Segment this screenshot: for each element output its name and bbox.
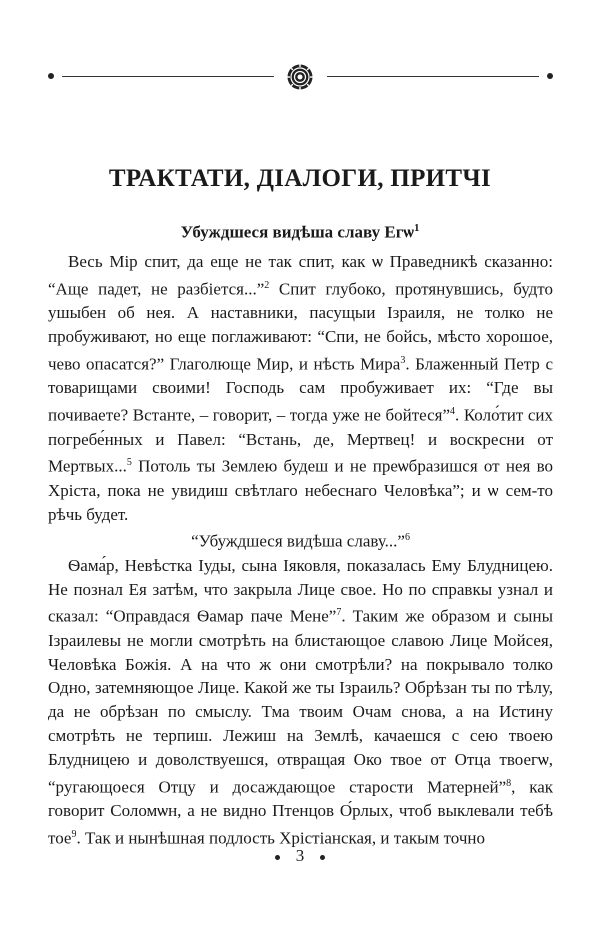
text-run: . Блаженный Петр с товарищами своими! Господь сам пробуживает их: “Где вы почиваете? Встанте, – говорит, – тогда уже не бойтеся” — [48, 354, 553, 425]
text-run: Ѳама́р, Невѣстка Іуды, сына Іяковля, показалась Ему Блудницею. Не познал Ея затѣм, что закрыла Лице свое. Но по справкы узнал и сказал: “Оправдася Ѳамар паче Мене” — [48, 555, 553, 627]
header-ornament — [48, 63, 553, 91]
page-footer — [0, 846, 600, 866]
footnote-ref: 1 — [413, 222, 420, 234]
text-run: . Таким же образом и сыны Ізраилевы не могли смотрѣть на блистающое славою Лице Мойсея, Человѣка Божія. А на что ж они смотрѣли? на покрывало толко Одно, затемняющое Лице. Какой же ты Ізраиль? Обрѣзан ты по тѣлу, да не обрѣзан по смыслу. Тма твоим Очам снова, а на Истину смотрѣть не терпиш. Лежиш на Землѣ, качаешся с сею твоею Блудницею и доволствуешся, отвращая Око твое от Отца твоегѡ, “ругающоеся Отцу и досаждающое старости Матерней” — [48, 607, 553, 797]
ornament-dot-right — [547, 73, 553, 79]
footnote-ref: 2 — [264, 279, 270, 291]
footnote-ref: 4 — [450, 406, 456, 418]
footnote-ref: 9 — [71, 828, 77, 840]
section-heading — [0, 222, 600, 243]
text-run: . Так и нынѣшная подлость Хрістіанская, и такым точно — [76, 828, 486, 848]
text-run: “Убуждшеся видѣша славу...” — [191, 532, 405, 552]
footnote-ref: 6 — [404, 532, 410, 544]
text-run: . Коло́тит сих погребе́нных и Павел: “Встань, де, Мертвец! и воскресни от Мертвых... — [48, 405, 553, 476]
page-number: 3 — [295, 846, 305, 865]
text-run: Спит глубоко, протянувшись, будто ушыбен об нея. А наставники, пасущыи Ізраиля, не толко не пробуживают, но еще поглаживают: “Спи, не бойсь, мѣсто хорошое, чево опасатся?” Глаголюще Мир, и нѣсть Мира — [48, 279, 553, 374]
text-run: Весь Мір спит, да еще не так спит, как ѡ Праведникѣ сказанно: “Аще падет, не разбіется...” — [48, 252, 553, 299]
body-text — [48, 250, 553, 850]
footnote-ref: 7 — [336, 607, 342, 619]
text-run: Потоль ты Землею будеш и не преѡбразишся от нея во Хріста, пока не увидиш свѣтлаго небеснаго Человѣка”; и ѡ сем-то рѣчь будет. — [48, 457, 553, 524]
bullet-icon — [320, 855, 325, 860]
text-run: , как говорит Соломѡн, а не видно Птенцов О́рлых, чтоб выклевали тебѣ тое — [48, 777, 553, 848]
footnote-ref: 8 — [506, 777, 512, 789]
ornament-dot-left — [48, 73, 54, 79]
rosette-ornament-icon — [286, 63, 314, 91]
ornament-rule-left — [62, 76, 274, 77]
bullet-icon — [275, 855, 280, 860]
quote-line — [48, 526, 553, 553]
chapter-title: ТРАКТАТИ, ДІАЛОГИ, ПРИТЧІ — [108, 165, 492, 192]
footnote-ref: 5 — [126, 457, 132, 469]
footnote-ref: 3 — [400, 354, 406, 366]
paragraph — [48, 250, 553, 526]
paragraph — [48, 554, 553, 851]
section-heading-text: Убуждшеся видѣша славу Егѡ — [180, 222, 414, 242]
ornament-rule-right — [327, 76, 539, 77]
